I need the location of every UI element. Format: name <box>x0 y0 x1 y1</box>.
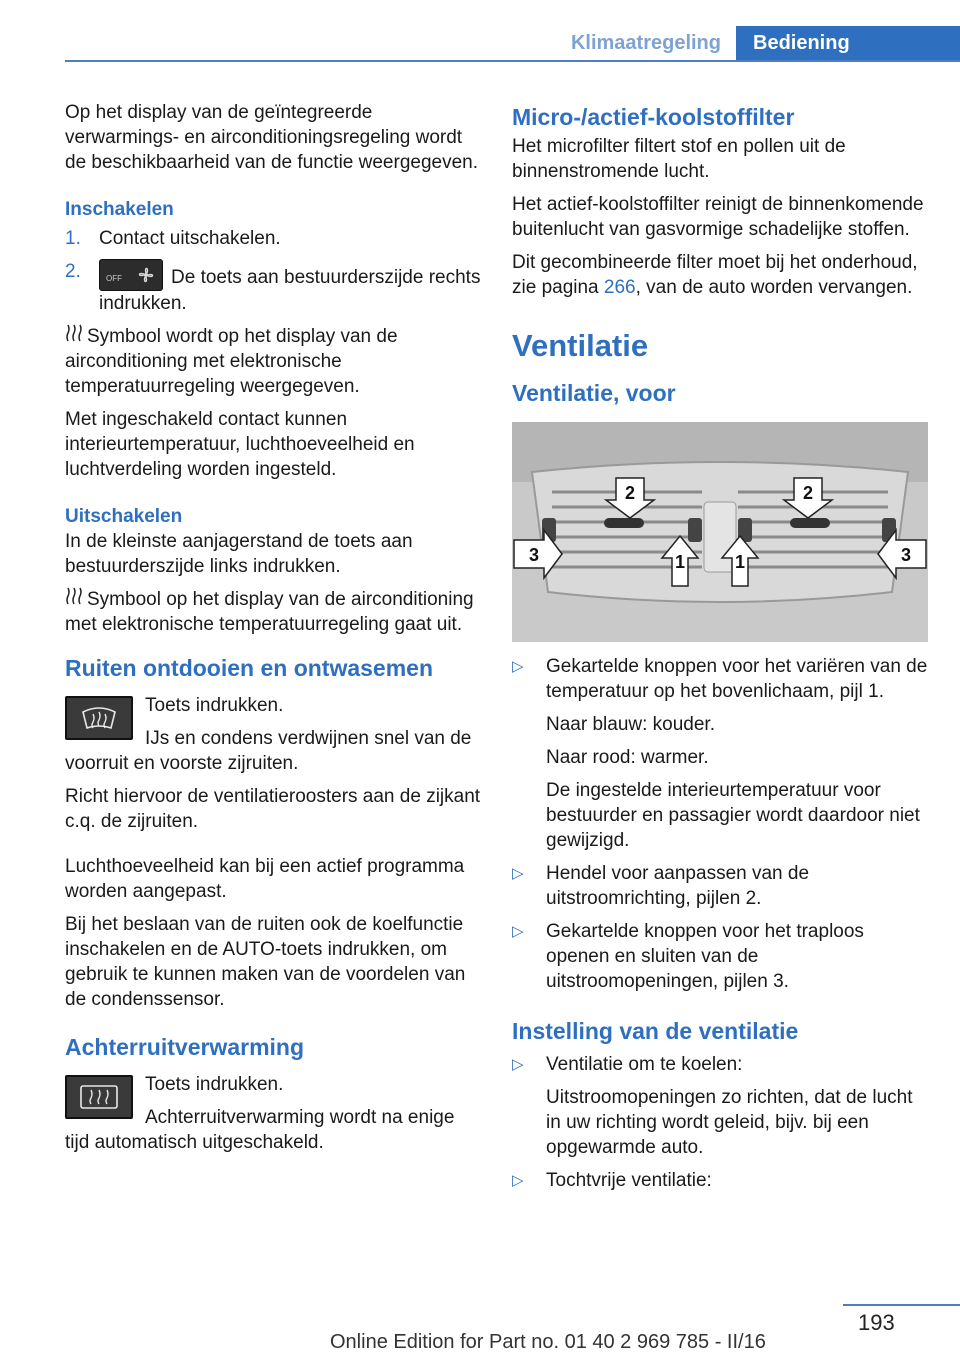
beslaan-text: Bij het beslaan van de ruiten ook de koelfunctie inschakelen en de AUTO-toets indrukken, om gebruik te kunnen maken van de voordelen van de condenssensor. <box>65 914 466 1010</box>
instelling-heading: Instelling van de ventilatie <box>512 1018 799 1044</box>
filter-p3-a: Dit gecombineerde filter moet bij het onderhoud, zie pagina <box>512 252 918 298</box>
bullet-line: Uitstroomopeningen zo richten, dat de lucht in uw richting wordt geleid, bijv. bij een opgewarmde auto. <box>546 1087 913 1158</box>
step-text: Contact uitschakelen. <box>99 228 281 249</box>
step-1 <box>65 226 481 251</box>
symbol-on-text: Symbool wordt op het display van de airconditioning met elektronische temperatuurregeling weergegeven. <box>65 326 398 397</box>
contact-text: Met ingeschakeld contact kunnen interieurtemperatuur, luchthoeveelheid en luchtverdeling worden ingesteld. <box>65 409 415 480</box>
photo-label: 2 <box>802 483 814 503</box>
achter-heading: Achterruitverwarming <box>65 1034 305 1060</box>
triangle-bullet-icon: ▷ <box>512 1056 524 1073</box>
achter-press: Toets indrukken. <box>145 1074 284 1095</box>
bullet-line: Ventilatie om te koelen: <box>546 1054 743 1075</box>
intro-text: Op het display van de geïntegreerde verwarmings- en airconditioningsregeling wordt de beschikbaarheid van de functie weergegeven. <box>65 102 479 173</box>
step-text: De toets aan bestuurderszijde rechts indrukken. <box>99 267 481 314</box>
lucht-text: Luchthoeveelheid kan bij een actief programma worden aangepast. <box>65 856 465 902</box>
header-section-tab[interactable]: Klimaatregeling <box>570 32 721 54</box>
ac-symbol-icon <box>65 587 87 612</box>
off-key-label: OFF <box>106 274 122 283</box>
page-link[interactable]: 266 <box>603 277 636 298</box>
bullet-line: Gekartelde knoppen voor het traploos openen en sluiten van de uitstroomopeningen, pijlen 3. <box>546 921 864 992</box>
bullet-item <box>512 919 932 994</box>
ruiten-richt: Richt hiervoor de ventilatieroosters aan de zijkant c.q. de zijruiten. <box>65 786 481 832</box>
ventilatie-voor-heading: Ventilatie, voor <box>512 380 676 406</box>
ruiten-block <box>65 693 481 776</box>
symbol-off-text: Symbool op het display van de airconditioning met elektronische temperatuurregeling gaat uit. <box>65 589 474 635</box>
photo-label: 3 <box>900 545 912 565</box>
vent-photo <box>512 422 928 642</box>
triangle-bullet-icon: ▷ <box>512 865 524 882</box>
ac-off-key-image <box>99 259 163 291</box>
symbol-on-paragraph <box>65 324 481 399</box>
defrost-front-key-image <box>65 696 133 740</box>
bullet-item <box>512 1052 932 1160</box>
bullet-line: De ingestelde interieurtemperatuur voor bestuurder en passagier wordt daardoor niet gewijzigd. <box>546 780 920 851</box>
fan-icon <box>136 265 156 285</box>
triangle-bullet-icon: ▷ <box>512 923 524 940</box>
filter-p2: Het actief-koolstoffilter reinigt de binnenkomende buitenlucht van gasvormige schadelijke stoffen. <box>512 194 924 240</box>
ac-symbol-icon <box>65 324 87 349</box>
header-chapter-tab[interactable]: Bediening <box>736 26 960 62</box>
filter-p1: Het microfilter filtert stof en pollen uit de binnenstromende lucht. <box>512 136 846 182</box>
inschakelen-heading: Inschakelen <box>65 199 174 220</box>
left-column <box>65 100 481 1155</box>
triangle-bullet-icon: ▷ <box>512 1172 524 1189</box>
triangle-bullet-icon: ▷ <box>512 658 524 675</box>
bullet-line: Naar rood: warmer. <box>546 747 709 768</box>
ruiten-heading: Ruiten ontdooien en ontwasemen <box>65 655 434 681</box>
photo-label: 2 <box>624 483 636 503</box>
filter-heading: Micro-/actief-koolstoffilter <box>512 104 795 130</box>
header-rule <box>65 60 960 62</box>
photo-label: 1 <box>674 552 686 572</box>
uitschakelen-heading: Uitschakelen <box>65 506 183 527</box>
rear-defrost-key-image <box>65 1075 133 1119</box>
step-text-wrap <box>99 259 481 316</box>
photo-label: 1 <box>734 552 746 572</box>
ruiten-text: IJs en condens verdwijnen snel van de voorruit en voorste zijruiten. <box>65 728 472 774</box>
symbol-off-paragraph <box>65 587 481 637</box>
bullet-line: Naar blauw: kouder. <box>546 714 715 735</box>
step-number: 1. <box>65 228 81 249</box>
photo-label: 3 <box>528 545 540 565</box>
bullet-line: Tochtvrije ventilatie: <box>546 1170 712 1191</box>
step-number: 2. <box>65 261 81 282</box>
bullet-item <box>512 654 932 853</box>
ruiten-press: Toets indrukken. <box>145 695 284 716</box>
bullet-line: Hendel voor aanpassen van de uitstroomrichting, pijlen 2. <box>546 863 810 909</box>
bullet-item <box>512 861 932 911</box>
footer-edition: Online Edition for Part no. 01 40 2 969 785 - II/16 <box>330 1331 766 1353</box>
bullet-item <box>512 1168 932 1193</box>
footer-rule <box>843 1304 960 1306</box>
achter-text: Achterruitverwarming wordt na enige tijd automatisch uitgeschakeld. <box>65 1107 455 1153</box>
filter-p3-b: , van de auto worden vervangen. <box>635 277 913 298</box>
step-2 <box>65 259 481 316</box>
ventilatie-heading: Ventilatie <box>512 328 649 363</box>
page-number: 193 <box>858 1310 895 1335</box>
achter-block <box>65 1072 481 1155</box>
uitschakelen-text: In de kleinste aanjagerstand de toets aan bestuurderszijde links indrukken. <box>65 531 413 577</box>
right-column <box>512 102 932 1201</box>
bullet-line: Gekartelde knoppen voor het variëren van de temperatuur op het bovenlichaam, pijl 1. <box>546 656 928 702</box>
filter-p3 <box>512 250 932 300</box>
